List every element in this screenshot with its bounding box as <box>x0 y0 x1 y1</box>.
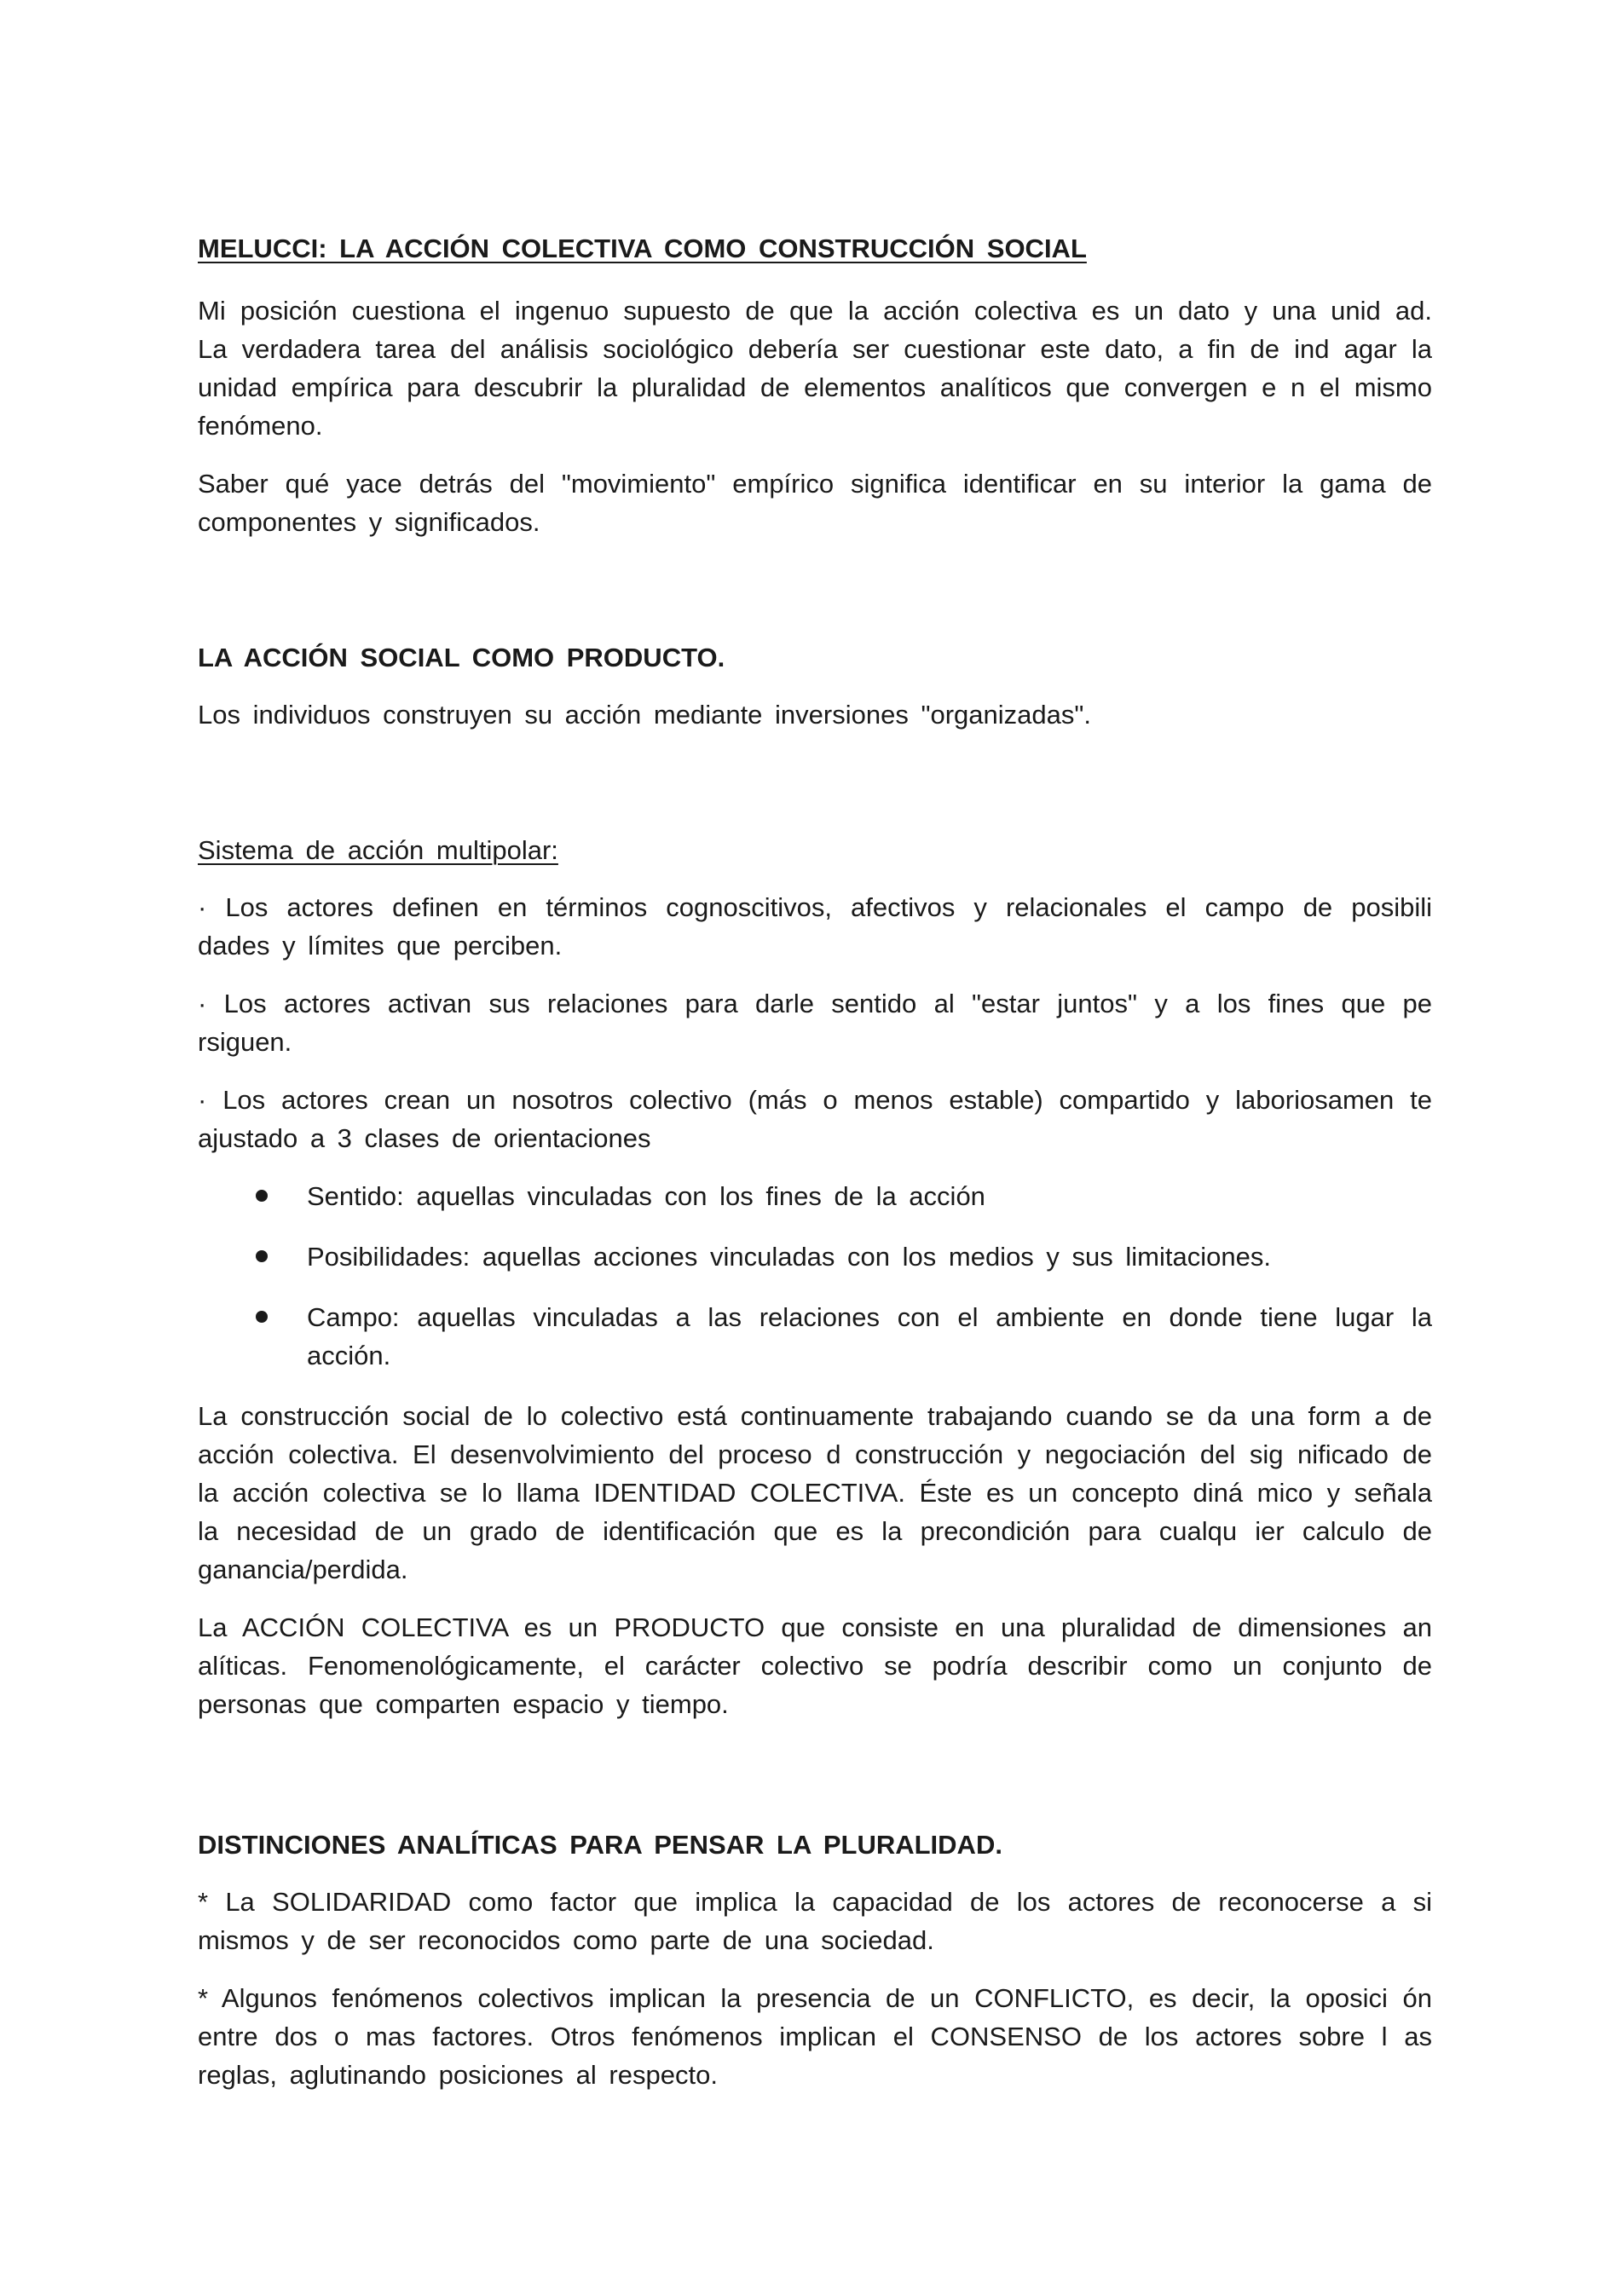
subheading-sistema-accion: Sistema de acción multipolar: <box>198 835 558 865</box>
list-item <box>198 1237 1432 1276</box>
spacer <box>198 561 1432 639</box>
list-item-text: Sentido: aquellas vinculadas con los fines de la acción <box>307 1181 985 1211</box>
spacer <box>198 1743 1432 1826</box>
identidad-colectiva-paragraph: La construcción social de lo colectivo está continuamente trabajando cuando se da una form a de acción colectiva. El desenvolvimiento del proceso d construcción y negociación del sig nificado de la acción colectiva se lo llama IDENTIDAD COLECTIVA. Éste es un concepto diná mico y señala la necesidad de un grado de identificación que es la precondición para cualqu ier calculo de ganancia/perdida. <box>198 1401 1432 1584</box>
list-item <box>198 1177 1432 1215</box>
section-heading-accion-social: LA ACCIÓN SOCIAL COMO PRODUCTO. <box>198 643 725 672</box>
list-item-text: Posibilidades: aquellas acciones vinculadas con los medios y sus limitaciones. <box>307 1242 1271 1272</box>
solidaridad-paragraph: * La SOLIDARIDAD como factor que implica la capacidad de los actores de reconocerse a si mismos y de ser reconocidos como parte de una sociedad. <box>198 1887 1432 1955</box>
list-item-text: Campo: aquellas vinculadas a las relaciones con el ambiente en donde tiene lugar la acción. <box>307 1302 1432 1370</box>
point-paragraph-2: · Los actores activan sus relaciones para darle sentido al "estar juntos" y a los fines que pe rsiguen. <box>198 989 1432 1057</box>
orientations-list <box>198 1177 1432 1375</box>
document-title: MELUCCI: LA ACCIÓN COLECTIVA COMO CONSTRUCCIÓN SOCIAL <box>198 234 1087 263</box>
point-paragraph-3: · Los actores crean un nosotros colectivo (más o menos estable) compartido y laboriosamen te ajustado a 3 clases de orientaciones <box>198 1085 1432 1153</box>
bullet-icon <box>256 1311 268 1323</box>
section-heading-distinciones: DISTINCIONES ANALÍTICAS PARA PENSAR LA PLURALIDAD. <box>198 1830 1002 1860</box>
bullet-icon <box>256 1250 268 1262</box>
intro-paragraph-1: Mi posición cuestiona el ingenuo supuesto de que la acción colectiva es un dato y una unid ad. La verdadera tarea del análisis sociológico debería ser cuestionar este dato, a fin de ind agar la unidad empírica para descubrir la pluralidad de elementos analíticos que convergen e n el mismo fenómeno. <box>198 296 1432 441</box>
document-body <box>198 230 1432 2114</box>
accion-colectiva-paragraph: La ACCIÓN COLECTIVA es un PRODUCTO que consiste en una pluralidad de dimensiones an alíticas. Fenomenológicamente, el carácter colectivo se podría describir como un conjunto de personas que comparten espacio y tiempo. <box>198 1612 1432 1719</box>
list-item <box>198 1298 1432 1375</box>
spacer <box>198 753 1432 832</box>
bullet-icon <box>256 1190 268 1202</box>
section1-paragraph: Los individuos construyen su acción mediante inversiones "organizadas". <box>198 700 1091 730</box>
point-paragraph-1: · Los actores definen en términos cognoscitivos, afectivos y relacionales el campo de posibili dades y límites que perciben. <box>198 892 1432 961</box>
conflicto-paragraph: * Algunos fenómenos colectivos implican la presencia de un CONFLICTO, es decir, la oposici ón entre dos o mas factores. Otros fenómenos implican el CONSENSO de los actores sobre l as reglas, aglutinando posiciones al respecto. <box>198 1983 1432 2090</box>
intro-paragraph-2: Saber qué yace detrás del "movimiento" empírico significa identificar en su interior la gama de componentes y significados. <box>198 469 1432 537</box>
